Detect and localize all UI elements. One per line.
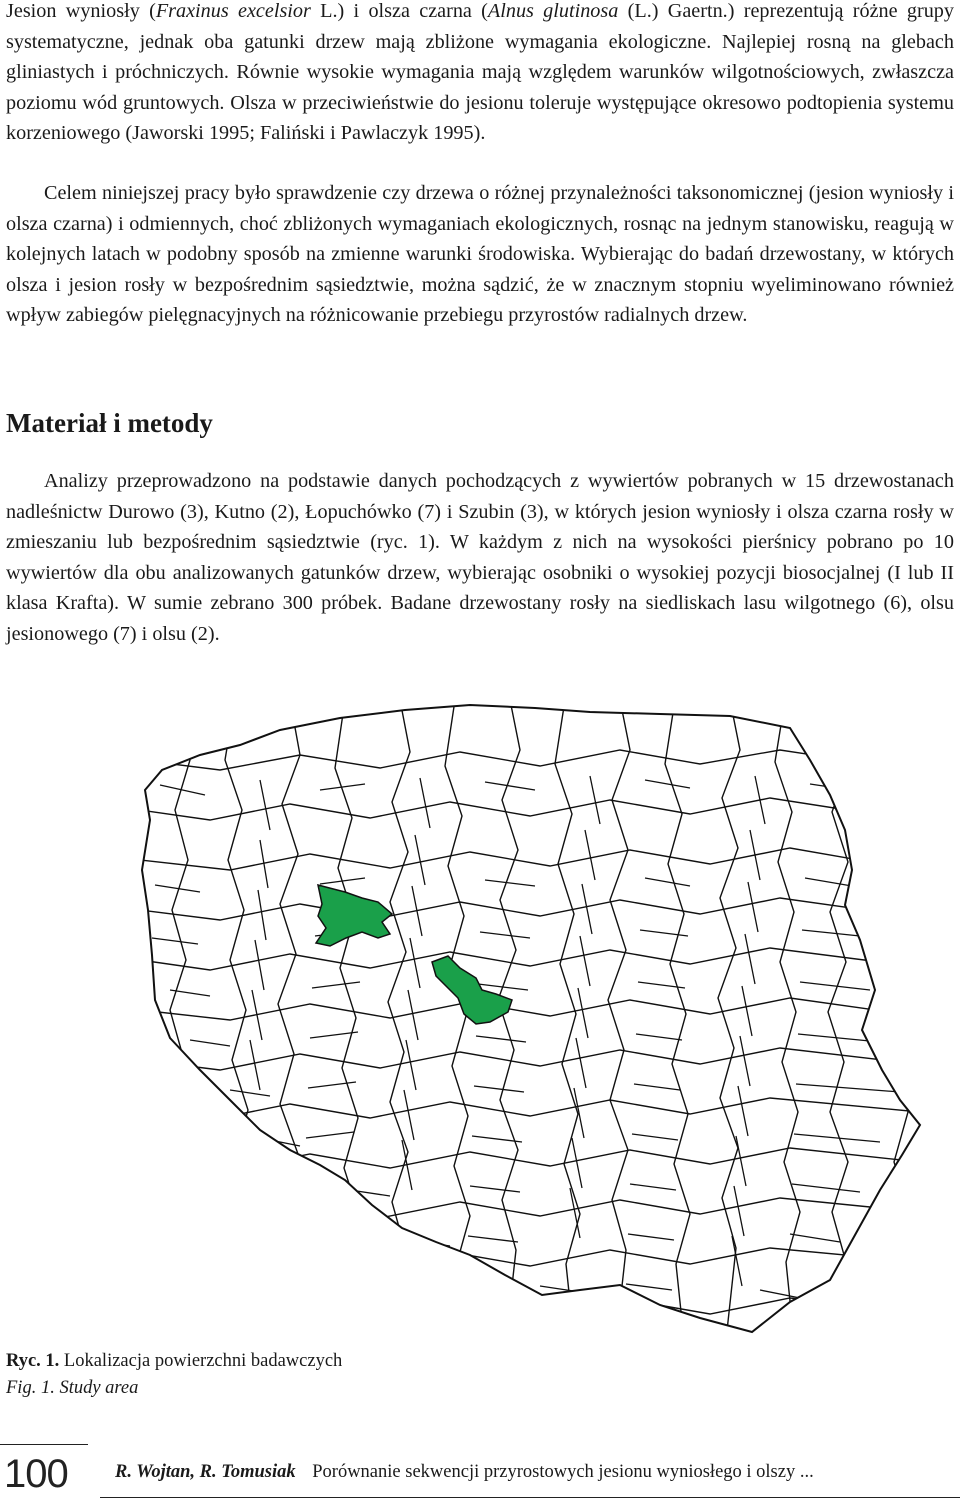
poland-district-map	[140, 700, 960, 1340]
figure-caption	[6, 1348, 342, 1402]
footer-rule-right	[100, 1497, 960, 1498]
intro-paragraph	[6, 0, 954, 149]
latin-species-name: Alnus glutinosa	[487, 0, 619, 22]
figure-label: Ryc. 1.	[6, 1351, 60, 1371]
latin-species-name: Fraxinus excelsior	[155, 0, 311, 22]
running-footer-title: Porównanie sekwencji przyrostowych jesionu wyniosłego i olszy ...	[312, 1462, 814, 1482]
figure-caption-pl-text: Lokalizacja powierzchni badawczych	[63, 1351, 343, 1371]
intro-text-run: Jesion wyniosły (	[6, 0, 156, 22]
methods-paragraph-text: Analizy przeprowadzono na podstawie danych pochodzących z wywiertów pobranych w 15 drzewostanach nadleśnictw Durowo (3), Kutno (2), Łopuchówko (7) i Szubin (3), w których jesion wyniosły i olsza czarna rosły w zmieszaniu lub bezpośrednim sąsiedztwie (ryc. 1). W każdym z nich na wysokości pierśnicy pobrano po 10 wywiertów dla obu analizowanych gatunków drzew, wybierając osobniki o wysokiej pozycji biosocjalnej (I lub II klasa Krafta). W sumie zebrano 300 próbek. Badane drzewostany rosły na siedliskach lasu wilgotnego (6), olsu jesionowego (7) i olsu (2).	[6, 470, 954, 645]
running-footer	[115, 1462, 814, 1483]
figure-caption-en: Fig. 1. Study area	[6, 1378, 139, 1398]
running-footer-authors: R. Wojtan, R. Tomusiak	[115, 1462, 296, 1482]
intro-text-run: L.) i olsza czarna (	[310, 0, 488, 22]
aim-paragraph-text: Celem niniejszej pracy było sprawdzenie czy drzewa o różnej przynależności taksonomicznej (jesion wyniosły i olsza czarna) i odmiennych, choć zbliżonych wymaganiach ekologicznych, rosnąc na jednym stanowisku, reagują w kolejnych latach w podobny sposób na zmienne warunki środowiska. Wybierając do badań drzewostany, w których olsza i jesion rosły w bezpośrednim sąsiedztwie, można sądzić, że w znacznym stopniu wyeliminowano również wpływ zabiegów pielęgnacyjnych na różnicowanie przebiegu przyrostów radialnych drzew.	[6, 182, 954, 326]
footer-rule-left	[0, 1444, 88, 1445]
study-district-2	[432, 956, 512, 1024]
methods-paragraph	[6, 466, 954, 649]
section-heading: Materiał i metody	[6, 408, 213, 438]
study-area-map	[140, 700, 960, 1340]
page-number: 100	[4, 1452, 68, 1496]
intro-text-run: (L.) Gaertn.) reprezentują różne grupy systematyczne, jednak oba gatunki drzew mają zbliżone wymagania ekologiczne. Najlepiej rosną na glebach gliniastych i próchniczych. Równie wysokie wymagania mają względem warunków wilgotnościowych, zwłaszcza poziomu wód gruntowych. Olsza w przeciwieństwie do jesionu toleruje występujące okresowo podtopienia systemu korzeniowego (Jaworski 1995; Faliński i Pawlaczyk 1995).	[6, 0, 954, 144]
district-borders	[140, 700, 920, 1340]
figure-caption-pl	[6, 1348, 342, 1375]
aim-paragraph	[6, 178, 954, 331]
study-district-1	[316, 885, 392, 946]
